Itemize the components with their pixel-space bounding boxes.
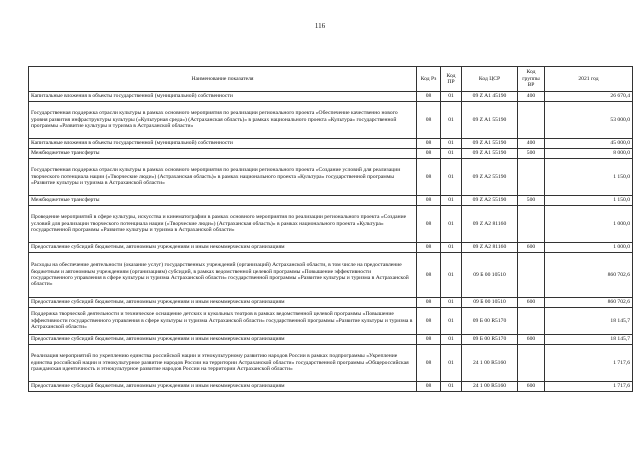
- table-row: [29, 253, 633, 298]
- cell-pr: 01: [441, 102, 462, 139]
- table-row: [29, 92, 633, 102]
- table-row: [29, 243, 633, 253]
- cell-name: Реализация мероприятий по укреплению единства российской нации и этнокультурному развитию народов России в рамках подпрограммы «Укрепление единства российской нации и этнокультурное развитие народов России на территории Астраханской области» государственной программы «Общероссийская гражданская идентичность и этнокультурное развитие народов России на территории Астраханской области»: [29, 345, 417, 382]
- cell-sum: 1 150,0: [545, 159, 633, 196]
- cell-sum: 45 000,0: [545, 139, 633, 149]
- cell-csr: 09 Z A2 55190: [462, 159, 518, 196]
- header-csr: Код ЦСР: [462, 67, 518, 92]
- cell-rz: 08: [417, 92, 441, 102]
- cell-csr: 09 Z A2 81160: [462, 243, 518, 253]
- cell-sum: 1 150,0: [545, 196, 633, 206]
- cell-sum: 1 717,6: [545, 382, 633, 392]
- header-sum: 2021 год: [545, 67, 633, 92]
- cell-vr: [518, 345, 545, 382]
- header-name: Наименование показателя: [29, 67, 417, 92]
- cell-rz: 08: [417, 159, 441, 196]
- cell-rz: 08: [417, 345, 441, 382]
- cell-sum: 18 145,7: [545, 335, 633, 345]
- cell-vr: [518, 159, 545, 196]
- cell-rz: 08: [417, 206, 441, 243]
- cell-name: Межбюджетные трансферты: [29, 149, 417, 159]
- cell-csr: 09 Z A1 55190: [462, 102, 518, 139]
- budget-table: [28, 66, 633, 392]
- cell-rz: 08: [417, 335, 441, 345]
- table-row: [29, 159, 633, 196]
- header-vr: Код группы ВР: [518, 67, 545, 92]
- cell-csr: 09 Б 00 R5170: [462, 335, 518, 345]
- cell-vr: [518, 102, 545, 139]
- cell-csr: 09 Б 00 10510: [462, 298, 518, 308]
- cell-vr: 500: [518, 196, 545, 206]
- cell-csr: 09 Б 00 R5170: [462, 308, 518, 335]
- table-row: [29, 382, 633, 392]
- cell-vr: [518, 253, 545, 298]
- cell-vr: 600: [518, 382, 545, 392]
- table-header-row: [29, 67, 633, 92]
- cell-sum: 8 000,0: [545, 149, 633, 159]
- cell-vr: 500: [518, 149, 545, 159]
- cell-sum: 860 702,6: [545, 253, 633, 298]
- cell-sum: 53 000,0: [545, 102, 633, 139]
- cell-csr: 09 Z A1 55190: [462, 139, 518, 149]
- table-body: [29, 92, 633, 392]
- cell-rz: 08: [417, 139, 441, 149]
- table-row: [29, 335, 633, 345]
- cell-csr: 09 Б 00 10510: [462, 253, 518, 298]
- page-number: 116: [314, 22, 326, 30]
- cell-pr: 01: [441, 382, 462, 392]
- cell-sum: 18 145,7: [545, 308, 633, 335]
- cell-name: Государственная поддержка отрасли культуры в рамках основного мероприятия по реализации регионального проекта «Создание условий для реализации творческого потенциала нации («Творческие люди») (Астраханская область)» в рамках национального проекта «Культура» государственной программы «Развитие культуры и туризма в Астраханской области»: [29, 159, 417, 196]
- cell-name: Капитальные вложения в объекты государственной (муниципальной) собственности: [29, 92, 417, 102]
- cell-vr: 600: [518, 298, 545, 308]
- cell-name: Предоставление субсидий бюджетным, автономным учреждениям и иным некоммерческим организациям: [29, 335, 417, 345]
- cell-vr: 600: [518, 335, 545, 345]
- table-row: [29, 149, 633, 159]
- cell-name: Предоставление субсидий бюджетным, автономным учреждениям и иным некоммерческим организациям: [29, 243, 417, 253]
- cell-pr: 01: [441, 253, 462, 298]
- table-row: [29, 308, 633, 335]
- table-row: [29, 102, 633, 139]
- cell-pr: 01: [441, 139, 462, 149]
- cell-sum: 860 702,6: [545, 298, 633, 308]
- cell-csr: 09 Z A1 55190: [462, 149, 518, 159]
- cell-csr: 09 Z A2 55190: [462, 196, 518, 206]
- cell-pr: 01: [441, 92, 462, 102]
- cell-rz: 08: [417, 196, 441, 206]
- cell-name: Проведение мероприятий в сфере культуры, искусства и кинематографии в рамках основного мероприятия по реализации регионального проекта «Создание условий для реализации творческого потенциала нации («Творческие люди») (Астраханская область)» в рамках национального проекта «Культура» государственной программы «Развитие культуры и туризма в Астраханской области»: [29, 206, 417, 243]
- cell-sum: 26 670,4: [545, 92, 633, 102]
- cell-name: Предоставление субсидий бюджетным, автономным учреждениям и иным некоммерческим организациям: [29, 298, 417, 308]
- cell-name: Капитальные вложения в объекты государственной (муниципальной) собственности: [29, 139, 417, 149]
- cell-csr: 24 1 00 R5160: [462, 345, 518, 382]
- header-rz: Код Рз: [417, 67, 441, 92]
- cell-name: Предоставление субсидий бюджетным, автономным учреждениям и иным некоммерческим организациям: [29, 382, 417, 392]
- cell-csr: 09 Z A2 81160: [462, 206, 518, 243]
- cell-rz: 08: [417, 102, 441, 139]
- cell-rz: 08: [417, 243, 441, 253]
- cell-vr: 600: [518, 243, 545, 253]
- table-row: [29, 196, 633, 206]
- table-row: [29, 206, 633, 243]
- cell-csr: 09 Z A1 45190: [462, 92, 518, 102]
- table-row: [29, 345, 633, 382]
- cell-rz: 08: [417, 382, 441, 392]
- cell-rz: 08: [417, 308, 441, 335]
- cell-vr: 400: [518, 139, 545, 149]
- cell-pr: 01: [441, 308, 462, 335]
- cell-pr: 01: [441, 206, 462, 243]
- cell-rz: 08: [417, 253, 441, 298]
- cell-name: Государственная поддержка отрасли культуры в рамках основного мероприятия по реализации регионального проекта «Обеспечение качественно нового уровня развития инфраструктуры культуры («Культурная среда») (Астраханская область)» в рамках национального проекта «Культура» государственной программы «Развитие культуры и туризма в Астраханской области»: [29, 102, 417, 139]
- cell-rz: 08: [417, 298, 441, 308]
- cell-pr: 01: [441, 298, 462, 308]
- cell-pr: 01: [441, 159, 462, 196]
- header-pr: Код ПР: [441, 67, 462, 92]
- cell-vr: 400: [518, 92, 545, 102]
- cell-sum: 1 000,0: [545, 206, 633, 243]
- cell-pr: 01: [441, 149, 462, 159]
- cell-sum: 1 000,0: [545, 243, 633, 253]
- table-row: [29, 298, 633, 308]
- table-row: [29, 139, 633, 149]
- cell-name: Расходы на обеспечение деятельности (оказание услуг) государственных учреждений (организаций) Астраханской области, в том числе на предоставление бюджетным и автономным учреждениям (организациям) субсидий, в рамках ведомственной целевой программы «Повышение эффективности государственного управления в сфере культуры и туризма Астраханской области» государственной программы «Развитие культуры и туризма в Астраханской области»: [29, 253, 417, 298]
- cell-pr: 01: [441, 196, 462, 206]
- cell-sum: 1 717,6: [545, 345, 633, 382]
- cell-pr: 01: [441, 243, 462, 253]
- cell-name: Межбюджетные трансферты: [29, 196, 417, 206]
- cell-vr: [518, 308, 545, 335]
- cell-name: Поддержка творческой деятельности и техническое оснащение детских и кукольных театров в рамках ведомственной целевой программы «Повышение эффективности государственного управления в сфере культуры и туризма Астраханской области» государственной программы «Развитие культуры и туризма в Астраханской области»: [29, 308, 417, 335]
- cell-csr: 24 1 00 R5160: [462, 382, 518, 392]
- cell-pr: 01: [441, 335, 462, 345]
- cell-vr: [518, 206, 545, 243]
- cell-rz: 08: [417, 149, 441, 159]
- cell-pr: 01: [441, 345, 462, 382]
